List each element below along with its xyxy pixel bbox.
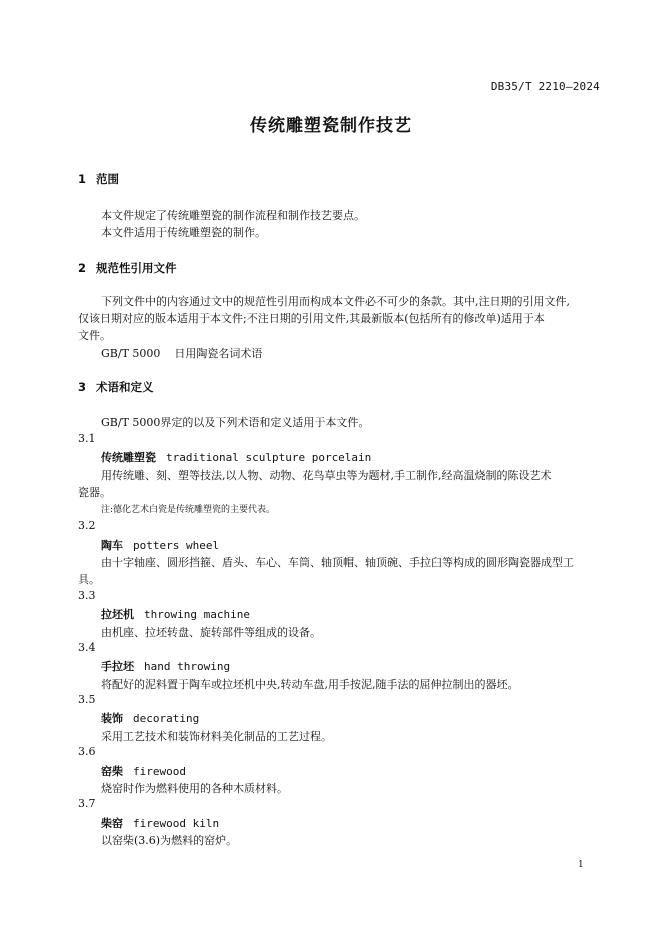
term-number: 3.3 xyxy=(78,589,96,602)
term-en: potters wheel xyxy=(133,539,220,552)
standard-code: DB35/T 2210—2024 xyxy=(490,80,600,93)
term-zh: 陶车 xyxy=(101,539,123,552)
term-number: 3.7 xyxy=(78,797,96,810)
reference-title: 日用陶瓷名词术语 xyxy=(174,347,263,360)
paragraph: 本文件规定了传统雕塑瓷的制作流程和制作技艺要点。 xyxy=(101,209,365,222)
term-number: 3.5 xyxy=(78,693,96,706)
reference-entry xyxy=(101,345,262,361)
term-definition-line: 瓷器。 xyxy=(78,486,111,499)
term-number: 3.2 xyxy=(78,519,96,532)
term-en: throwing machine xyxy=(144,608,250,621)
term-definition-line: 采用工艺技术和装饰材料美化制品的工艺过程。 xyxy=(101,730,332,743)
section-heading-scope xyxy=(78,171,119,187)
term-zh: 传统雕塑瓷 xyxy=(101,451,156,464)
term-definition-line: 由机座、拉坯转盘、旋转部件等组成的设备。 xyxy=(101,626,321,639)
term-heading xyxy=(101,606,250,622)
term-zh: 手拉坯 xyxy=(101,660,134,673)
section-number: 3 xyxy=(78,380,87,394)
term-definition-line: 将配好的泥料置于陶车或拉坯机中央,转动车盘,用手按泥,随手法的屈伸拉制出的器坯。 xyxy=(101,678,519,691)
term-en: firewood kiln xyxy=(133,817,220,830)
term-definition-line: 烧窑时作为燃料使用的各种木质材料。 xyxy=(101,782,288,795)
term-en: hand throwing xyxy=(144,660,231,673)
term-zh: 拉坯机 xyxy=(101,608,134,621)
reference-code: GB/T 5000 xyxy=(101,347,161,360)
paragraph: GB/T 5000界定的以及下列术语和定义适用于本文件。 xyxy=(101,416,370,429)
term-definition-line: 用传统雕、刻、塑等技法,以人物、动物、花鸟草虫等为题材,手工制作,经高温烧制的陈设艺术 xyxy=(101,469,552,482)
page-number: 1 xyxy=(578,860,584,870)
section-heading-normative-references xyxy=(78,260,177,276)
paragraph-line: 下列文件中的内容通过文中的规范性引用而构成本文件必不可少的条款。其中,注日期的引用文件, xyxy=(101,295,570,308)
term-heading xyxy=(101,710,199,726)
term-zh: 窑柴 xyxy=(101,765,123,778)
section-number: 1 xyxy=(78,172,87,186)
section-title: 术语和定义 xyxy=(96,380,154,394)
section-heading-terms-definitions xyxy=(78,379,154,395)
term-heading xyxy=(101,449,371,465)
term-definition-line: 以窑柴(3.6)为燃料的窑炉。 xyxy=(101,834,238,847)
term-definition-line: 具。 xyxy=(78,573,100,586)
term-number: 3.6 xyxy=(78,745,96,758)
paragraph-line: 文件。 xyxy=(78,329,111,342)
section-number: 2 xyxy=(78,261,87,275)
term-number: 3.1 xyxy=(78,432,96,445)
paragraph-line: 仅该日期对应的版本适用于本文件;不注日期的引用文件,其最新版本(包括所有的修改单)适用于本 xyxy=(78,312,545,325)
term-en: traditional sculpture porcelain xyxy=(166,451,372,464)
section-title: 范围 xyxy=(96,172,119,186)
term-zh: 柴窑 xyxy=(101,817,123,830)
document-title: 传统雕塑瓷制作技艺 xyxy=(250,116,412,136)
term-heading xyxy=(101,537,219,553)
section-title: 规范性引用文件 xyxy=(96,261,177,275)
term-heading xyxy=(101,815,219,831)
term-en: firewood xyxy=(133,765,186,778)
term-number: 3.4 xyxy=(78,641,96,654)
term-definition-line: 由十字轴座、圆形挡箍、盾头、车心、车筒、轴顶帽、轴顶碗、手拉臼等构成的圆形陶瓷器成型工 xyxy=(101,556,574,569)
term-zh: 装饰 xyxy=(101,712,123,725)
term-note: 注:德化艺术白瓷是传统雕塑瓷的主要代表。 xyxy=(101,505,276,515)
term-heading xyxy=(101,658,230,674)
paragraph: 本文件适用于传统雕塑瓷的制作。 xyxy=(101,226,266,239)
term-heading xyxy=(101,763,186,779)
term-en: decorating xyxy=(133,712,200,725)
